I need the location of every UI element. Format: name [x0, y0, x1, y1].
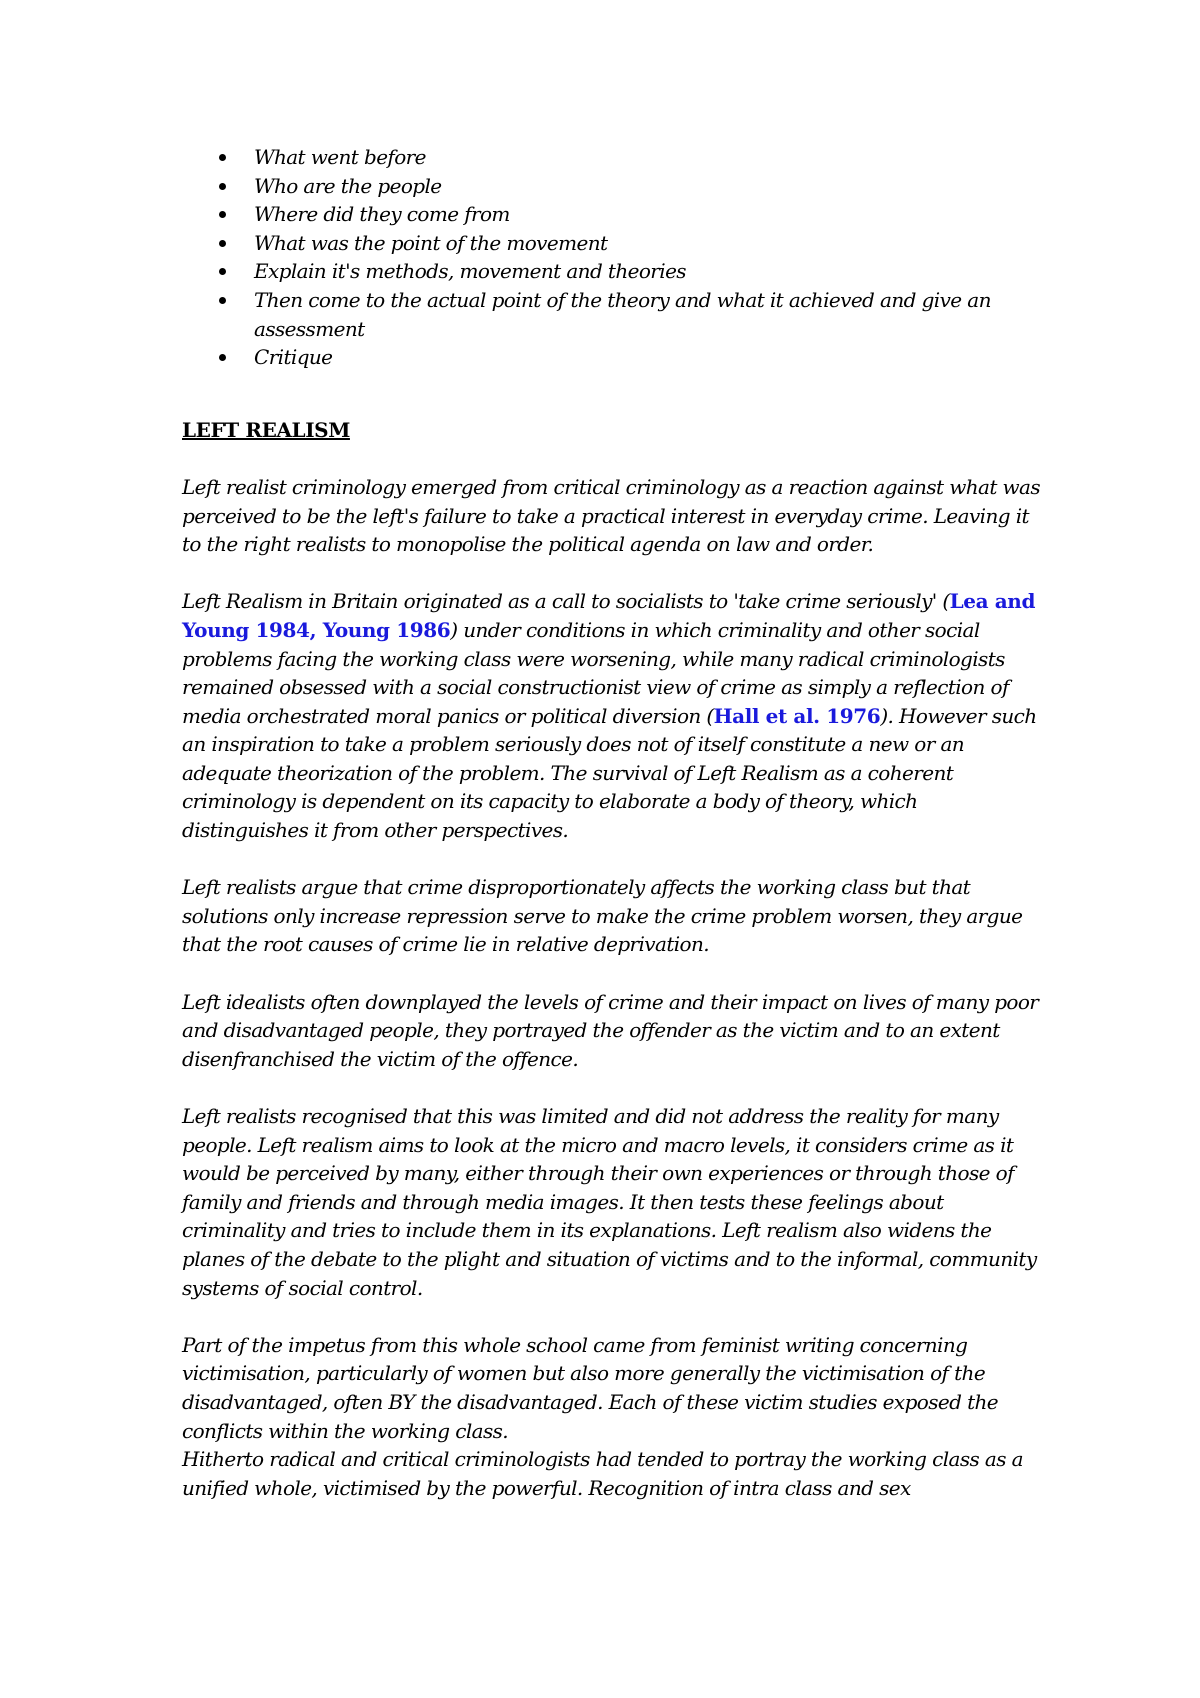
- list-item: What went before: [182, 143, 1014, 172]
- outline-list: [182, 143, 1042, 372]
- list-item: Then come to the actual point of the theory and what it achieved and give an assessment: [182, 286, 1014, 343]
- paragraph-3: Left realists argue that crime disproportionately affects the working class but that solutions only increase repression serve to make the crime problem worsen, they argue that the root causes of crime lie in relative deprivation.: [182, 875, 1023, 957]
- paragraph-5: Left realists recognised that this was limited and did not address the reality for many people. Left realism aims to look at the micro and macro levels, it considers crime as it would be perceived by many, either through their own experiences or through those of family and friends and through media images. It then tests these feelings about criminality and tries to include them in its explanations. Left realism also widens the planes of the debate to the plight and situation of victims and to the informal, community systems of social control.: [182, 1104, 1037, 1300]
- citation-hall: Hall et al. 1976: [713, 703, 881, 728]
- document-page: [182, 143, 1042, 1502]
- paragraph-2-text-b: ) under conditions in which criminality and other social problems facing the working class were worsening, while many radical criminologists remained obsessed with a social constructionist view of crime as simply a reflection of media orchestrated moral panics or political diversion (: [182, 617, 1009, 728]
- list-item: Critique: [182, 343, 1014, 372]
- paragraph-6: Part of the impetus from this whole school came from feminist writing concerning victimisation, particularly of women but also more generally the victimisation of the disadvantaged, often BY the disadvantaged. Each of these victim studies exposed the conflicts within the working class.: [182, 1332, 999, 1443]
- paragraph-7: Hitherto radical and critical criminologists had tended to portray the working class as a unified whole, victimised by the powerful. Recognition of intra class and sex: [182, 1447, 1023, 1500]
- list-item: Where did they come from: [182, 200, 1014, 229]
- paragraph-2-text-a: Left Realism in Britain originated as a call to socialists to 'take crime seriously' (: [182, 589, 950, 614]
- paragraph-2-text-c: ). However such an inspiration to take a problem seriously does not of itself constitute a new or an adequate theorization of the problem. The survival of Left Realism as a coherent criminology is dependent on its capacity to elaborate a body of theory, which distinguishes it from other perspectives.: [182, 703, 1037, 843]
- list-item: Who are the people: [182, 172, 1014, 201]
- paragraph-2: [182, 587, 1042, 844]
- list-item: Explain it's methods, movement and theories: [182, 257, 1014, 286]
- citation-lea-young: Lea and Young 1984, Young 1986: [182, 589, 1036, 642]
- paragraph-4: Left idealists often downplayed the levels of crime and their impact on lives of many poor and disadvantaged people, they portrayed the offender as the victim and to an extent disenfranchised the victim of the offence.: [182, 989, 1039, 1071]
- section-heading: LEFT REALISM: [182, 417, 350, 442]
- list-item: What was the point of the movement: [182, 229, 1014, 258]
- paragraph-1: Left realist criminology emerged from critical criminology as a reaction against what was perceived to be the left's failure to take a practical interest in everyday crime. Leaving it to the right realists to monopolise the political agenda on law and order.: [182, 474, 1041, 557]
